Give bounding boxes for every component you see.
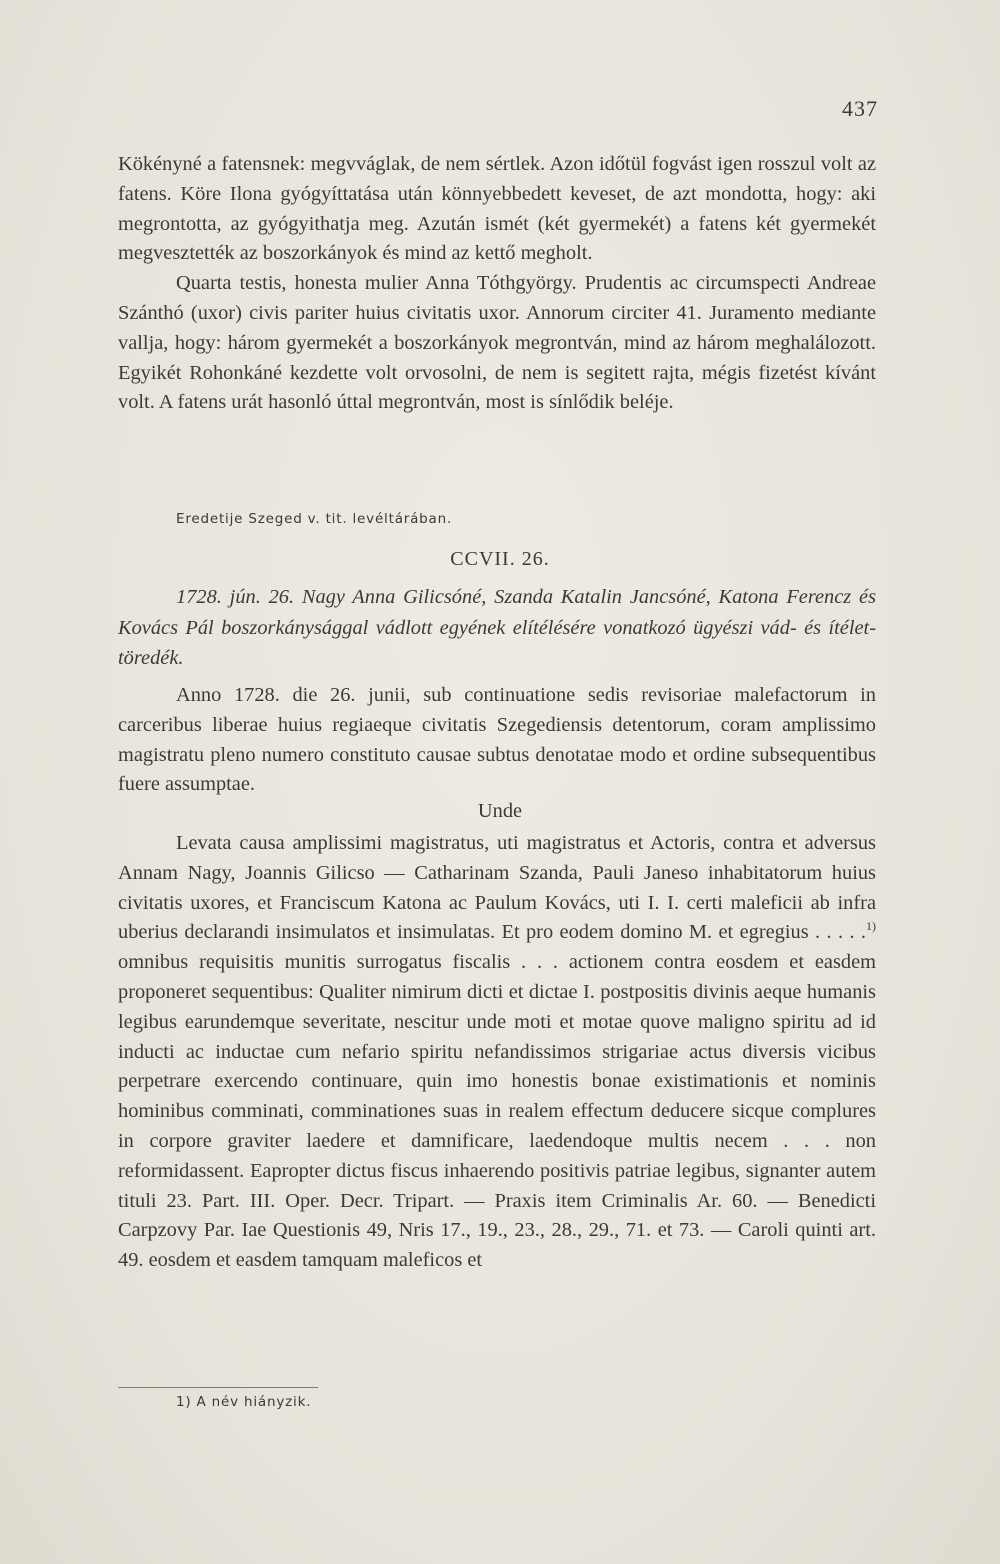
footnote-divider (118, 1387, 318, 1388)
paragraph-4 (118, 829, 876, 1276)
source-note: Eredetije Szeged v. tit. levéltárában. (176, 511, 453, 527)
paragraph-4-start: Levata causa amplissimi magistratus, uti magistratus et Actoris, contra et adversus Annam Nagy, Joannis Gilicso — Catharinam Szanda, Pauli Janeso inhabitatorum huius civitatis uxores, et Franciscum Katona ac Paulum Kovács, uti I. I. certi maleficii ab infra uberius declarandi insimulatos et insimulatas. Et pro eodem domino M. et egregius . . . . . (118, 832, 876, 944)
footnote: 1) A név hiányzik. (176, 1394, 312, 1410)
unde-label: Unde (477, 800, 523, 822)
paragraph-2: Quarta testis, honesta mulier Anna Tóthgyörgy. Prudentis ac circumspecti Andreae Szánthó (uxor) civis pariter huius civitatis uxor. Annorum circiter 41. Juramento mediante vallja, hogy: három gyermekét a boszorkányok megrontván, mind az három meghalálozott. Egyikét Rohonkáné kezdette volt orvosolni, de nem is segitett rajta, mégis fizetést kívánt volt. A fatens urát hasonló úttal megrontván, most is sínlődik beléje. (118, 272, 876, 414)
document-heading (118, 582, 876, 674)
paragraph-1: Kökényné a fatensnek: megvváglak, de nem sértlek. Azon időtül fogvást igen rosszul volt az fatens. Köre Ilona gyógyíttatása után könnyebbedett keveset, de azt mondotta, hogy: aki megrontotta, az gyógyithatja meg. Azután ismét (két gyermekét) a fatens két gyermekét megvesztették az boszorkányok és mind az kettő megholt. (118, 153, 876, 265)
document-number: CCVII. 26. (450, 548, 550, 570)
record-opening (118, 681, 876, 800)
page-number: 437 (842, 96, 878, 121)
heading-text: 1728. jún. 26. Nagy Anna Gilicsóné, Szanda Katalin Jancsóné, Katona Ferencz és Kovács Pál boszorkánysággal vádlott egyének elítélésére vonatkozó ügyészi vád- és ítélet-töredék. (118, 586, 876, 669)
testimony-continuation (118, 150, 876, 418)
paragraph-4-rest: omnibus requisitis munitis surrogatus fiscalis . . . actionem contra eosdem et easdem proponeret sequentibus: Qualiter nimirum dicti et dictae I. postpositis divinis aeque humanis legibus earundemque severitate, nescitur unde moti et motae quove maligno spiritu ad id inducti ac inductae cum nefario spiritu nefandissimos strigariae actus diversis vicibus perpetrare exercendo continuare, quin imo honestis bonae existimationis et nominis hominibus comminati, comminationes suas in realem effectum deducere sicque complures in corpore graviter laedere et damnificare, laedendoque multis necem . . . non reformidassent. Eapropter dictus fiscus inhaerendo positivis patriae legibus, signanter autem tituli 23. Part. III. Oper. Decr. Tripart. — Praxis item Criminalis Ar. 60. — Benedicti Carpzovy Par. Iae Questionis 49, Nris 17., 19., 23., 28., 29., 71. et 73. — Caroli quinti art. 49. eosdem et easdem tamquam maleficos et (118, 951, 876, 1272)
accusation-text (118, 829, 876, 1276)
paragraph-3: Anno 1728. die 26. junii, sub continuatione sedis revisoriae malefactorum in carceribus liberae huius regiaeque civitatis Szegediensis detentorum, coram amplissimo magistratu pleno numero constituto causae subtus denotatae modo et ordine subsequentibus fuere assumptae. (118, 684, 876, 796)
footnote-reference: 1) (866, 919, 876, 934)
